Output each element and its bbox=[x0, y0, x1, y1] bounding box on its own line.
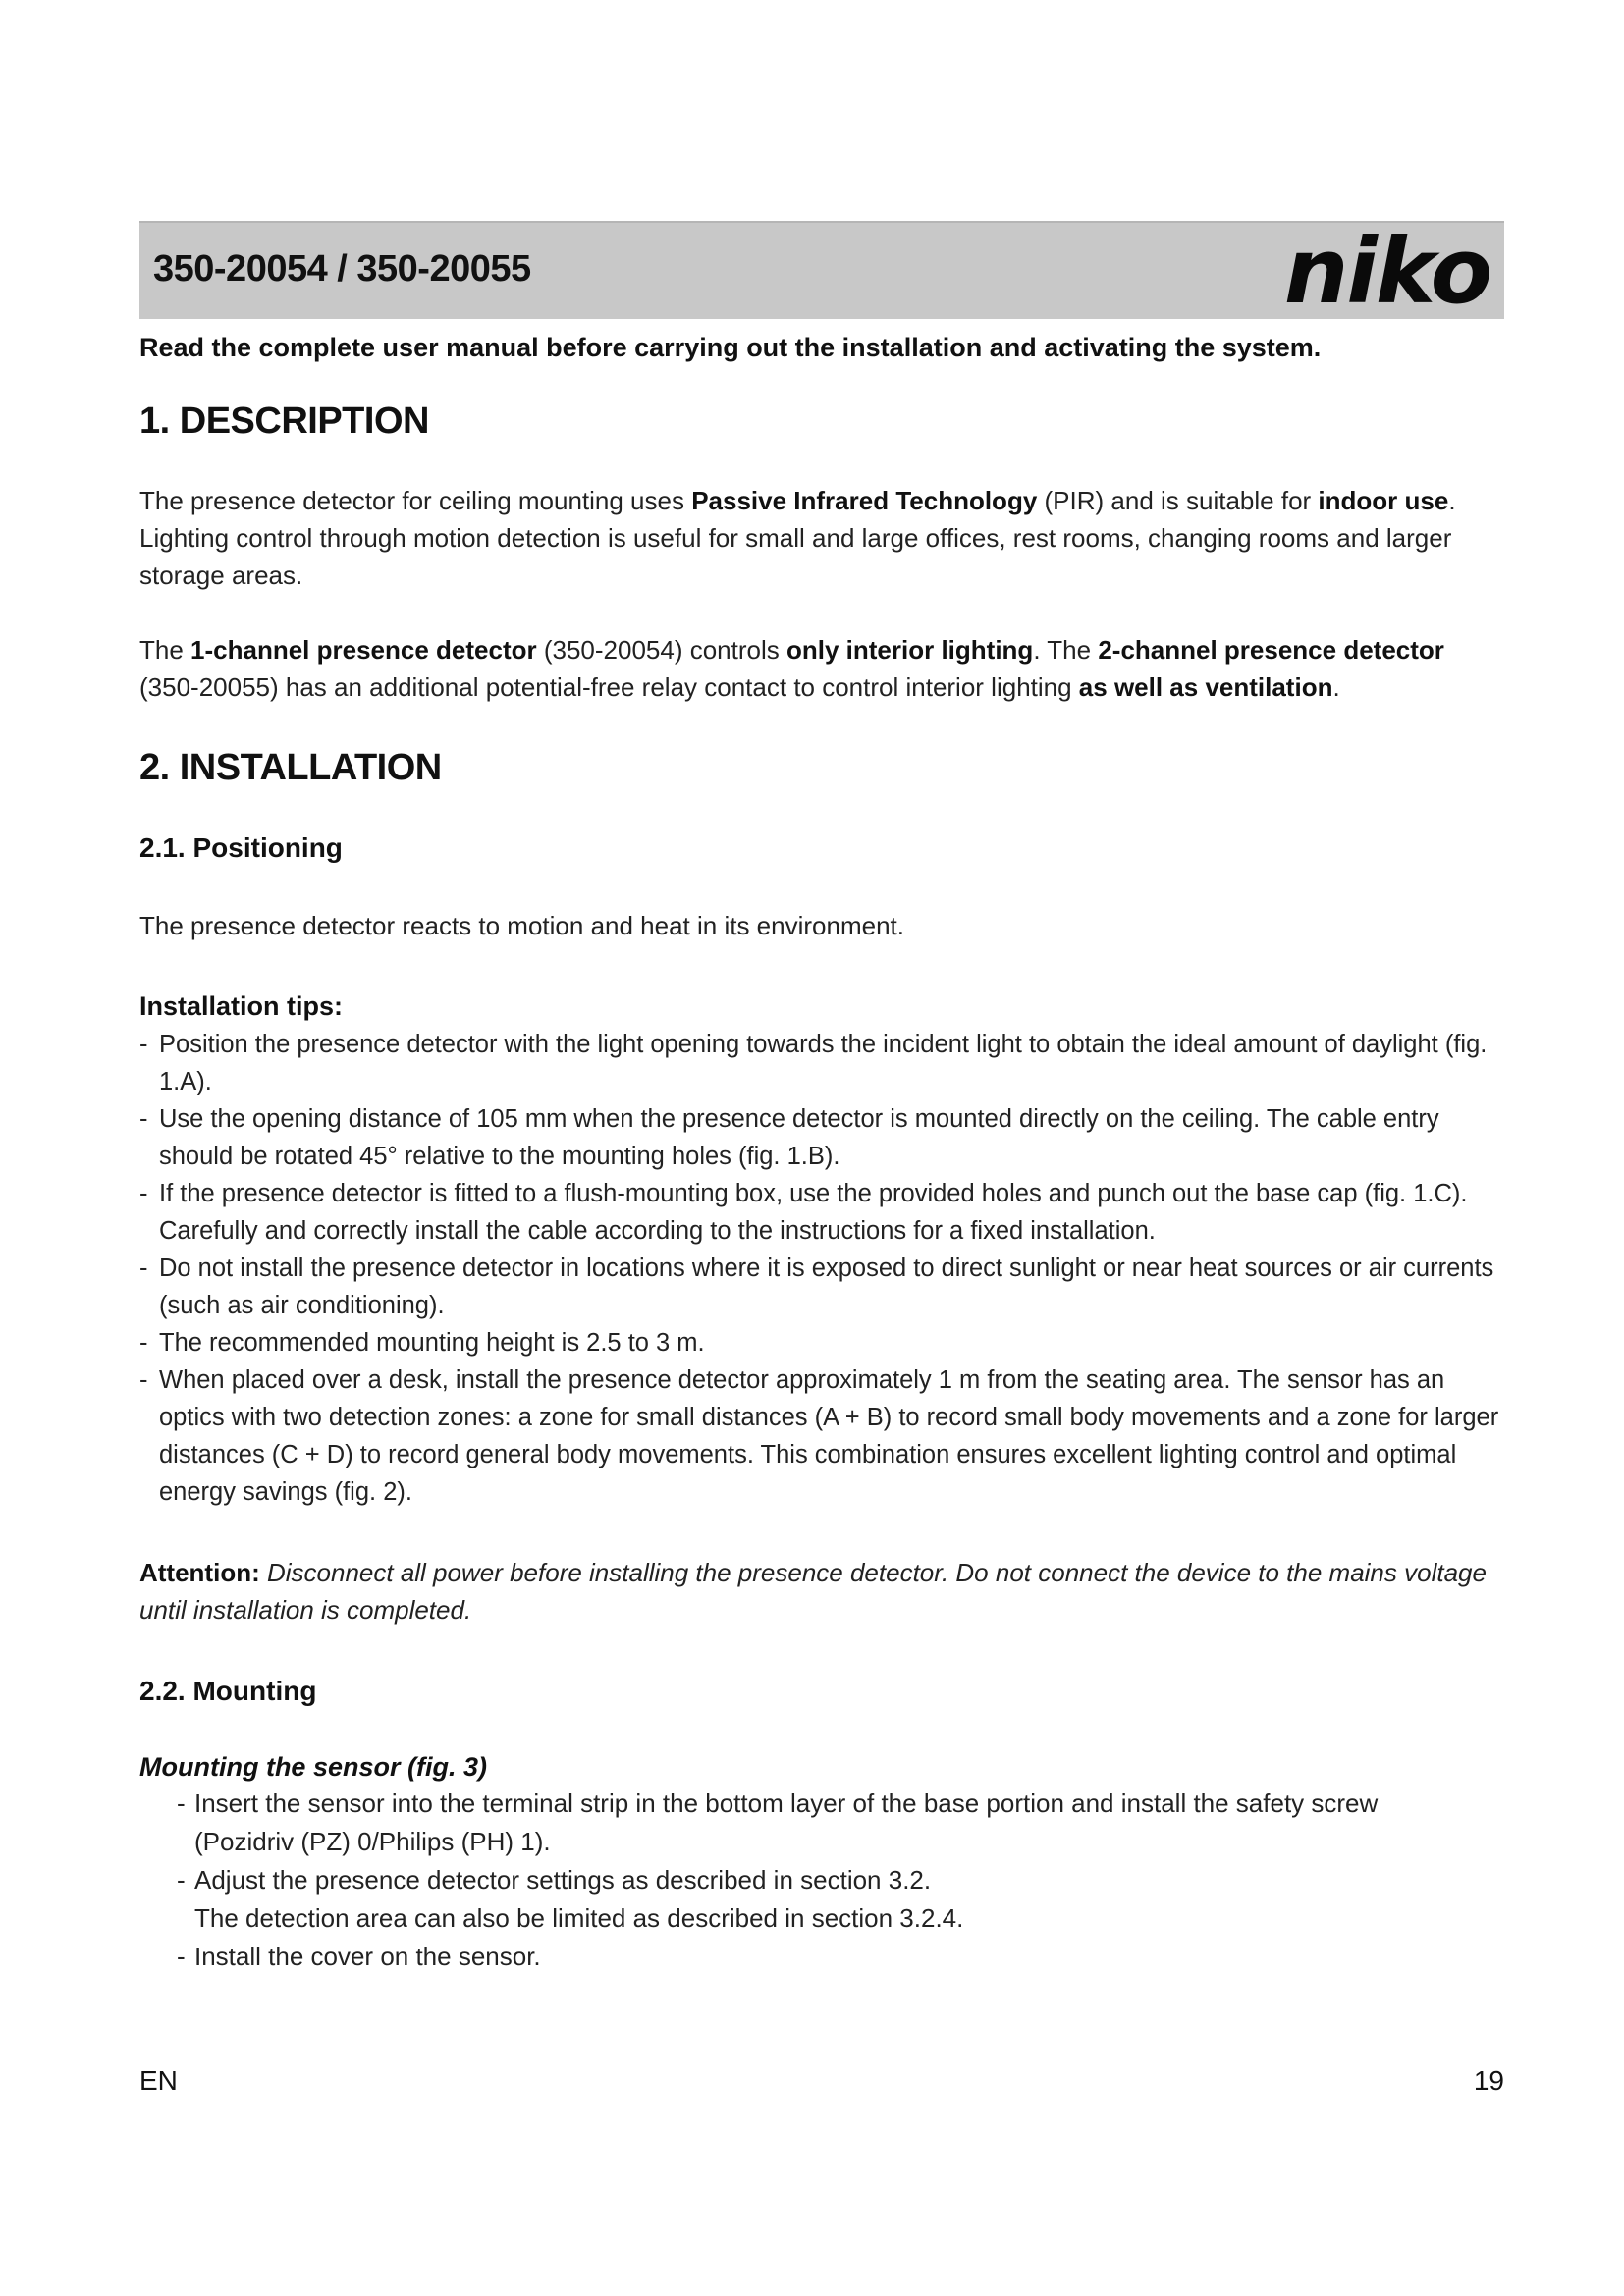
subsection-title-positioning: 2.1. Positioning bbox=[139, 832, 343, 863]
description-paragraph-1: The presence detector for ceiling mounting uses Passive Infrared Technology (PIR) and is suitable for indoor use. Lighting control through motion detection is useful for small and large offices, rest rooms, changing rooms and larger storage areas. bbox=[139, 486, 1456, 590]
list-item: - Use the opening distance of 105 mm when the presence detector is mounted directly on the ceiling. The cable entry should be rotated 45° relative to the mounting holes (fig. 1.B). bbox=[139, 1100, 1504, 1175]
list-item: (Pozidriv (PZ) 0/Philips (PH) 1). bbox=[194, 1827, 551, 1856]
description-paragraph-2: The 1-channel presence detector (350-20054) controls only interior lighting. The 2-channel presence detector (350-20055) has an additional potential-free relay contact to control interior lighting as well as ventilation. bbox=[139, 635, 1444, 702]
installation-tips-list bbox=[139, 1026, 1504, 1511]
manual-page bbox=[139, 221, 1504, 1976]
intro-warning: Read the complete user manual before carrying out the installation and activating the system. bbox=[139, 333, 1322, 362]
header-bar bbox=[139, 219, 1504, 324]
page-number: 19 bbox=[1473, 2065, 1504, 2096]
mounting-sensor-subtitle: Mounting the sensor (fig. 3) bbox=[139, 1752, 487, 1782]
section-title-installation: 2. INSTALLATION bbox=[139, 747, 442, 788]
subsection-title-mounting: 2.2. Mounting bbox=[139, 1676, 317, 1706]
doc-code: 350-20054 / 350-20055 bbox=[153, 248, 531, 290]
list-item: - The recommended mounting height is 2.5 to 3 m. bbox=[139, 1324, 1504, 1362]
list-item: - Do not install the presence detector in locations where it is exposed to direct sunlight or near heat sources or air currents (such as air conditioning). bbox=[139, 1250, 1504, 1324]
list-item: - Insert the sensor into the terminal strip in the bottom layer of the base portion and install the safety screw bbox=[177, 1785, 1504, 1823]
list-item: - Adjust the presence detector settings as described in section 3.2. bbox=[177, 1861, 1504, 1899]
list-item: - Position the presence detector with the light opening towards the incident light to obtain the ideal amount of daylight (fig. 1.A). bbox=[139, 1026, 1504, 1100]
footer-language: EN bbox=[139, 2065, 178, 2096]
list-item: - Install the cover on the sensor. bbox=[177, 1938, 1504, 1976]
niko-logo: niko bbox=[1283, 219, 1490, 324]
attention-note bbox=[139, 1554, 1504, 1629]
list-item: - When placed over a desk, install the presence detector approximately 1 m from the seating area. The sensor has an optics with two detection zones: a zone for small distances (A + B) to record small body movements and a zone for larger distances (C + D) to record general body movements. This combination ensures excellent lighting control and optimal energy savings (fig. 2). bbox=[139, 1362, 1504, 1511]
attention-label: Attention: bbox=[139, 1558, 260, 1587]
section-title-description: 1. DESCRIPTION bbox=[139, 400, 429, 442]
mounting-steps-list bbox=[139, 1785, 1504, 1976]
list-item: - If the presence detector is fitted to a flush-mounting box, use the provided holes and punch out the base cap (fig. 1.C). Carefully and correctly install the cable according to the instructions for a fixed installation. bbox=[139, 1175, 1504, 1250]
attention-text: Disconnect all power before installing the presence detector. Do not connect the device to the mains voltage until installation is completed. bbox=[139, 1558, 1487, 1625]
list-item: The detection area can also be limited as described in section 3.2.4. bbox=[194, 1903, 964, 1933]
positioning-text: The presence detector reacts to motion and heat in its environment. bbox=[139, 911, 904, 940]
installation-tips-title: Installation tips: bbox=[139, 991, 344, 1021]
